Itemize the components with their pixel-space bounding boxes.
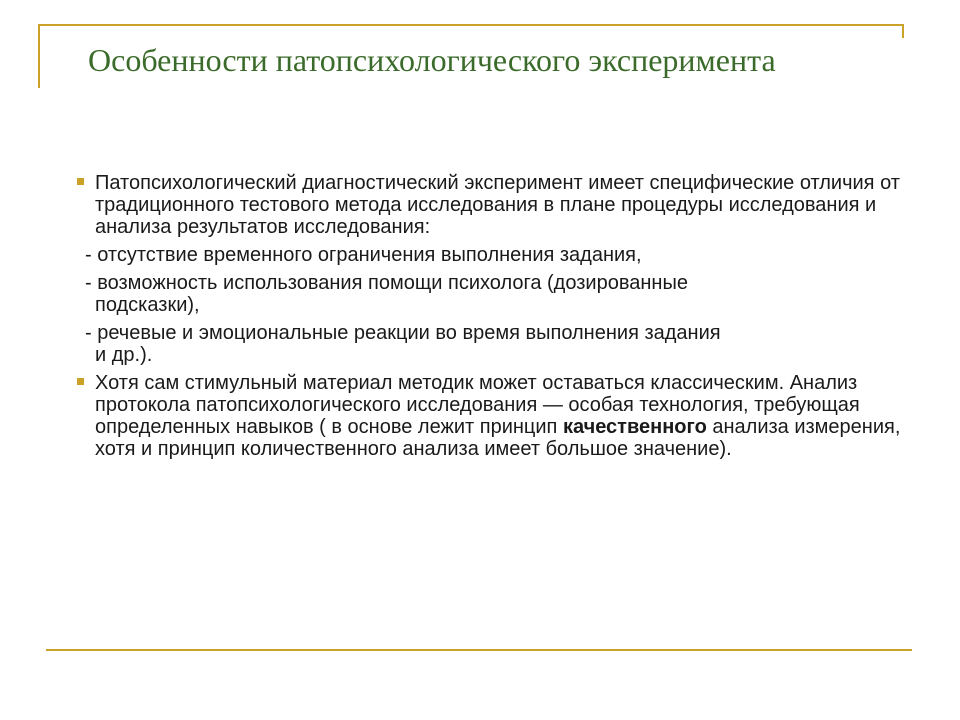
sub-item-1 — [85, 244, 915, 266]
sub-item-3 — [85, 322, 915, 366]
sub-item-2-line1: - возможность использования помощи психолога (дозированные — [85, 272, 688, 294]
frame-left-line — [38, 24, 40, 88]
frame-right-line — [902, 24, 904, 38]
bullet-item-1 — [95, 172, 915, 238]
sub-item-3-line1: - речевые и эмоциональные реакции во время выполнения задания — [85, 322, 721, 344]
sub-item-1-line1: - отсутствие временного ограничения выполнения задания, — [85, 244, 642, 266]
bullet-2-bold-word: качественного — [562, 416, 707, 438]
bullet-1-text: Патопсихологический диагностический эксперимент имеет специфические отличия от традиционного тестового метода исследования в плане процедуры исследования и анализа результатов исследования: — [95, 172, 900, 238]
slide-title: Особенности патопсихологического эксперимента — [88, 42, 776, 78]
square-bullet-icon — [77, 178, 84, 185]
frame-top-line — [40, 24, 904, 26]
sub-item-2 — [85, 272, 915, 316]
bullet-item-2 — [95, 372, 915, 460]
square-bullet-icon — [77, 378, 84, 385]
slide-body — [85, 172, 915, 460]
sub-item-3-line2: и др.). — [95, 344, 153, 366]
sub-item-2-line2: подсказки), — [95, 294, 200, 316]
bullet-2-text-before: Хотя сам стимульный материал методик может оставаться классическим. Анализ протокола патопсихологического исследования — особая технология, требующая определенных навыков ( в основе лежит принцип — [95, 372, 860, 438]
frame-bottom-line — [46, 649, 912, 651]
bullet-2-text-after: анализа измерения, хотя и принцип количественного анализа имеет большое значение). — [95, 416, 901, 460]
